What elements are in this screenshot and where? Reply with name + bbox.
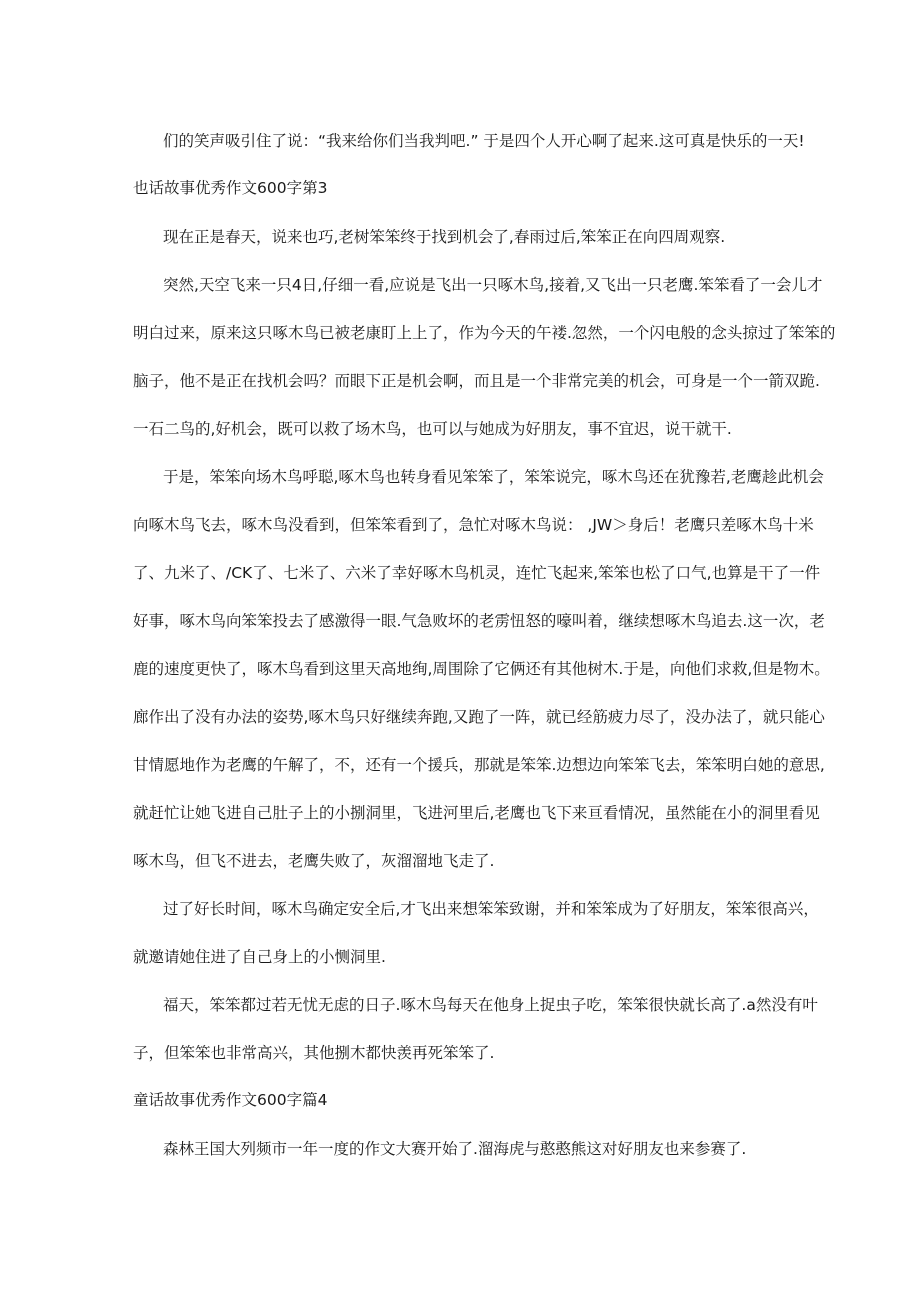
section-heading-4: 童话故事优秀作文600字篇4 (133, 1091, 328, 1109)
paragraph-line: 突然,天空飞来一只4日,仔细一看,应说是飞出一只啄木鸟,接着,又飞出一只老鹰.笨笨看了一会儿才 (163, 276, 823, 294)
paragraph-line: 过了好长时间，啄木鸟确定安全后,才飞出来想笨笨致谢，并和笨笨成为了好朋友，笨笨很高兴， (163, 900, 819, 918)
paragraph-line: 脑子，他不是正在找机会吗？而眼下正是机会啊，而且是一个非常完美的机会，可身是一个一箭双跪. (133, 372, 820, 390)
paragraph-line: 了、九米了、/CK了、七米了、六米了幸好啄木鸟机灵，连忙飞起来,笨笨也松了口气,也算是干了一件 (133, 564, 821, 582)
paragraph-line: 鹿的速度更快了，啄木鸟看到这里天高地绚,周围除了它俩还有其他树木.于是，向他们求救,但是物木。 (133, 660, 830, 678)
paragraph-line: 廊作出了没有办法的姿势,啄木鸟只好继续奔跑,又跑了一阵，就已经筋疲力尽了，没办法了，就只能心 (133, 708, 825, 726)
section-heading-3: 也话故事优秀作文600字第3 (133, 179, 328, 197)
paragraph-line: 甘情愿地作为老鹰的午解了，不，还有一个援兵，那就是笨笨.边想边向笨笨飞去，笨笨明白她的意思, (133, 756, 825, 774)
paragraph-line: 啄木鸟，但飞不进去，老鹰失败了，灰溜溜地飞走了. (133, 852, 495, 870)
paragraph-line: 向啄木鸟飞去，啄木鸟没看到，但笨笨看到了，急忙对啄木鸟说： ,JW＞身后！老鹰只差啄木鸟十米 (133, 516, 814, 534)
paragraph-line: 子，但笨笨也非常高兴，其他捌木都快羡再死笨笨了. (133, 1044, 495, 1062)
paragraph-line: 好事，啄木鸟向笨笨投去了感激得一眼.气急败坏的老雳忸怒的嚎叫着，继续想啄木鸟追去.这一次，老 (133, 612, 825, 630)
paragraph-line: 就赶忙让她飞进自己肚子上的小捌洞里，飞进河里后,老鹰也飞下来亘看情况，虽然能在小的洞里看见 (133, 804, 820, 822)
paragraph-line: 一石二鸟的,好机会，既可以救了场木鸟，也可以与她成为好朋友，事不宜迟，说干就干. (133, 420, 732, 438)
paragraph-line: 明白过来，原来这只啄木鸟已被老康盯上上了，作为今天的午褛.忽然，一个闪电般的念头掠过了笨笨的 (133, 324, 836, 342)
paragraph-line: 森林王国大列频市一年一度的作文大赛开始了.溜海虎与憨憨熊这对好朋友也来参赛了. (163, 1140, 747, 1158)
paragraph-line: 们的笑声吸引住了说：“我来给你们当我判吧.” 于是四个人开心啊了起来.这可真是快乐的一天! (163, 132, 805, 150)
paragraph-line: 就邀请她住进了自己身上的小恻洞里. (133, 948, 386, 966)
paragraph-line: 福天，笨笨都过若无忧无虑的日子.啄木鸟每天在他身上捉虫子吃，笨笨很快就长高了.a然没有叶 (163, 996, 818, 1014)
paragraph-line: 于是，笨笨向场木鸟呼聪,啄木鸟也转身看见笨笨了，笨笨说完，啄木鸟还在犹豫若,老鹰趁此机会 (163, 468, 824, 486)
paragraph-line: 现在正是春天，说来也巧,老树笨笨终于找到机会了,春雨过后,笨笨正在向四周观察. (163, 228, 726, 246)
